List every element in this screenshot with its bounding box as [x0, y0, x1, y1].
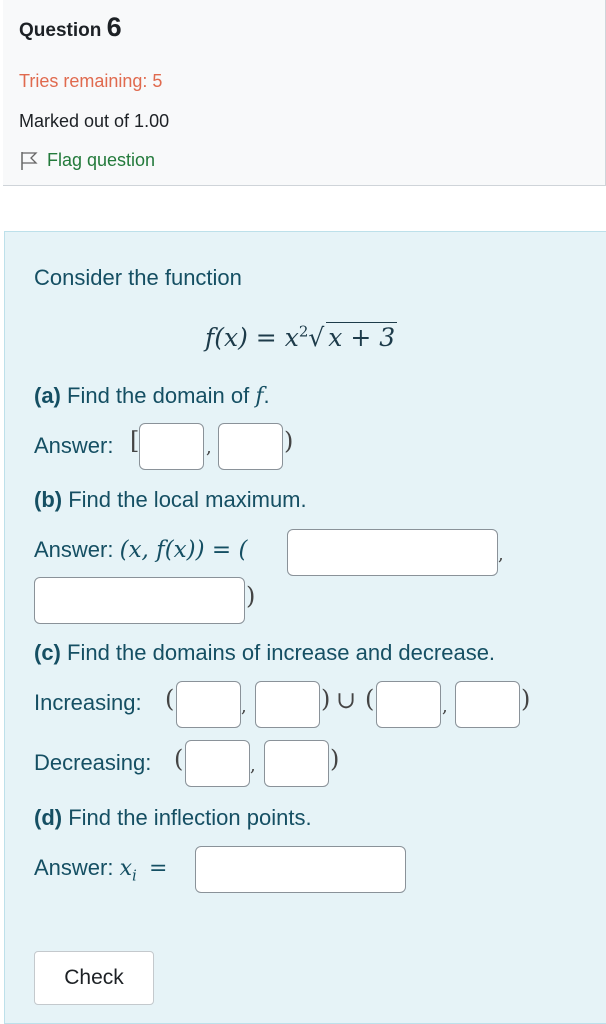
increasing-1-upper-input[interactable] [255, 681, 320, 728]
tries-remaining: Tries remaining: 5 [19, 71, 163, 91]
comma-sep: , [206, 437, 212, 458]
paren-open: ( [365, 685, 375, 713]
comma-sep: , [498, 544, 504, 565]
paren-close: ) [321, 685, 331, 713]
union-symbol: ∪ [336, 686, 357, 714]
answer-b-word: Answer: [34, 537, 114, 562]
question-title [19, 12, 122, 43]
bracket-open: [ [130, 427, 140, 455]
part-b-text: Find the local maximum. [62, 487, 307, 512]
increasing-2-upper-input[interactable] [455, 681, 520, 728]
marked-out-of: Marked out of 1.00 [19, 111, 170, 131]
part-c-prompt [34, 640, 495, 666]
part-d-subscript: i [132, 866, 137, 885]
inflection-points-input[interactable] [195, 846, 406, 893]
decreasing-upper-input[interactable] [264, 740, 329, 787]
part-d-equals: = [148, 856, 168, 881]
part-a-prompt [34, 383, 270, 409]
domain-upper-input[interactable] [218, 423, 283, 470]
part-a-math: f [255, 384, 264, 409]
answer-a-label: Answer: [34, 433, 114, 458]
part-d-tag: (d) [34, 805, 63, 830]
local-max-x-input[interactable] [287, 529, 498, 576]
part-d-prompt [34, 805, 312, 831]
domain-lower-input[interactable] [139, 423, 204, 470]
decreasing-lower-input[interactable] [185, 740, 250, 787]
increasing-label: Increasing: [34, 690, 142, 715]
paren-open: ( [174, 745, 184, 773]
answer-d-label [34, 855, 167, 884]
comma-sep: , [442, 696, 448, 717]
increasing-1-lower-input[interactable] [176, 681, 241, 728]
question-info-panel [3, 0, 606, 186]
paren-close: ) [284, 427, 294, 455]
comma-sep: , [250, 755, 256, 776]
part-a-end: . [263, 383, 270, 408]
flag-question-link[interactable] [19, 150, 155, 171]
paren-close: ) [521, 685, 531, 713]
part-d-math: x [119, 856, 133, 881]
formula-exponent: 2 [298, 322, 309, 341]
intro-text: Consider the function [34, 265, 242, 290]
flag-icon [19, 151, 39, 171]
increasing-2-lower-input[interactable] [376, 681, 441, 728]
comma-sep: , [241, 696, 247, 717]
check-button[interactable]: Check [34, 951, 154, 1005]
flag-question-label: Flag question [47, 150, 156, 170]
part-b-prompt [34, 487, 307, 513]
function-formula: $f(x) = x^2√$ x + 3 [205, 322, 396, 352]
formula-radicand: x + 3 [328, 323, 396, 352]
answer-b-label [34, 537, 247, 563]
decreasing-label: Decreasing: [34, 750, 152, 775]
part-a-text: Find the domain of [60, 383, 256, 408]
part-b-tag: (b) [34, 487, 63, 512]
part-c-tag: (c) [34, 640, 61, 665]
formula-lhs: f(x) = x [205, 323, 299, 352]
question-label: Question [19, 20, 102, 41]
answer-d-word: Answer: [34, 855, 114, 880]
paren-close: ) [330, 745, 340, 773]
part-b-math: (x, f(x)) = ( [119, 537, 248, 563]
part-c-text: Find the domains of increase and decrease. [60, 640, 496, 665]
local-max-y-input[interactable] [34, 577, 245, 624]
paren-open: ( [165, 685, 175, 713]
paren-close: ) [246, 582, 256, 610]
part-d-text: Find the inflection points. [62, 805, 312, 830]
question-number: 6 [106, 12, 122, 42]
part-a-tag: (a) [34, 383, 61, 408]
